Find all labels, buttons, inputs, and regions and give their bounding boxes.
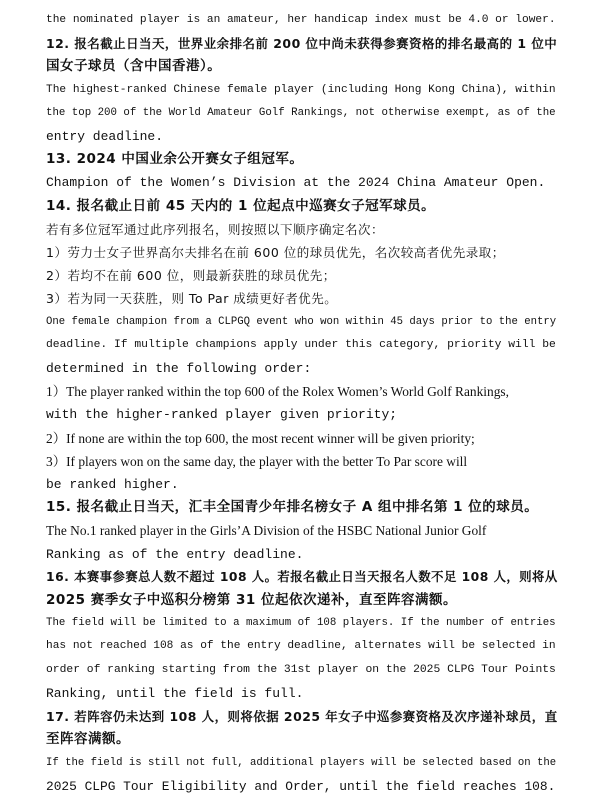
text-line: 1）劳力士女子世界高尔夫排名在前 600 位的球员优先，名次较高者优先录取； (46, 245, 505, 261)
text-line: entry deadline. (46, 129, 164, 145)
text-line: deadline. If multiple champions apply under this category, priority will be (46, 338, 556, 351)
text-line: One female champion from a CLPGQ event who won within 45 days prior to the entry (46, 315, 557, 328)
clause-16-heading-cont: 2025 赛季女子中巡积分榜第 31 位起依次递补，直至阵容满额。 (46, 592, 457, 609)
text-line: The highest-ranked Chinese female player (including Hong Kong China), within (46, 83, 556, 96)
clause-16-heading: 16. 本赛事参赛总人数不超过 108 人。若报名截止日当天报名人数不足 108 人，则将从 (46, 569, 558, 584)
text-line: 3）若为同一天获胜，则 To Par 成绩更好者优先。 (46, 291, 338, 307)
text-line: Champion of the Women’s Division at the 2024 China Amateur Open. (46, 175, 546, 191)
text-line: be ranked higher. (46, 477, 179, 493)
text-line: The field will be limited to a maximum of 108 players. If the number of entries (46, 617, 556, 630)
text-line: 1）The player ranked within the top 600 of the Rolex Women’s World Golf Rankings, (46, 384, 509, 400)
text-line: 2）If none are within the top 600, the most recent winner will be given priority; (46, 430, 475, 446)
clause-15-heading: 15. 报名截止日当天，汇丰全国青少年排名榜女子 A 组中排名第 1 位的球员。 (46, 499, 539, 516)
text-line: the top 200 of the World Amateur Golf Rankings, not otherwise exempt, as of the (46, 106, 556, 119)
clause-12-heading: 12. 报名截止日当天，世界业余排名前 200 位中尚未获得参赛资格的排名最高的 1 位中 (46, 36, 558, 52)
text-line: 2）若均不在前 600 位，则最新获胜的球员优先； (46, 268, 336, 284)
clause-14-heading: 14. 报名截止日前 45 天内的 1 位起点中巡赛女子冠军球员。 (46, 197, 436, 214)
text-line: 若有多位冠军通过此序列报名，则按照以下顺序确定名次： (46, 221, 385, 237)
text-line: with the higher-ranked player given priority; (46, 407, 398, 423)
text-line: The No.1 ranked player in the Girls’A Division of the HSBC National Junior Golf (46, 523, 487, 539)
text-line: 3）If players won on the same day, the player with the better To Par score will (46, 453, 468, 469)
text-line: order of ranking starting from the 31st player on the 2025 CLPG Tour Points (46, 663, 556, 676)
text-line: If the field is still not full, additional players will be selected based on the (46, 756, 557, 769)
text-line: Ranking as of the entry deadline. (46, 546, 304, 562)
text-line: 2025 CLPG Tour Eligibility and Order, until the field reaches 108. (46, 778, 556, 794)
clause-17-heading: 17. 若阵容仍未达到 108 人，则将依据 2025 年女子中巡参赛资格及次序递补球员，直 (46, 709, 558, 725)
text-line: Ranking, until the field is full. (46, 685, 304, 701)
clause-13-heading: 13. 2024 中国业余公开赛女子组冠军。 (46, 151, 304, 168)
clause-12-heading-cont: 国女子球员（含中国香港）。 (46, 58, 222, 75)
document-body (46, 9, 558, 798)
text-line: determined in the following order: (46, 361, 312, 377)
clause-17-heading-cont: 至阵容满额。 (46, 731, 130, 748)
text-line: the nominated player is an amateur, her handicap index must be 4.0 or lower. (46, 14, 556, 26)
text-line: has not reached 108 as of the entry deadline, alternates will be selected in (46, 640, 556, 653)
